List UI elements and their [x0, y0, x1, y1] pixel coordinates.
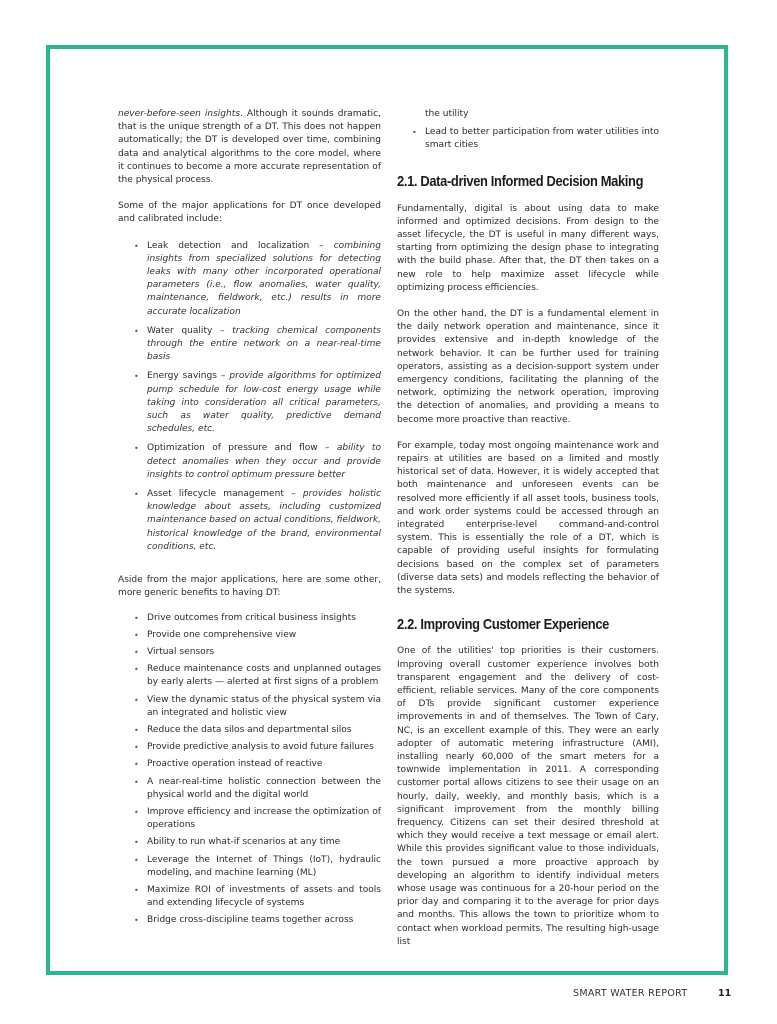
list-item: • Leverage the Internet of Things (IoT), hydraulic modeling, and machine learning (ML) [147, 854, 381, 880]
application-lead: Optimization of pressure and flow – [147, 443, 337, 454]
list-item: • Drive outcomes from critical business insights [147, 612, 381, 625]
application-detail: provide algorithms for optimized pump schedule for low-cost energy usage while taking into consideration all critical parameters, such as water quality, predictive demand schedules, etc. [147, 371, 382, 435]
application-lead: Leak detection and localization – [147, 240, 334, 251]
list-item: • Bridge cross-discipline teams together across [147, 914, 381, 927]
application-detail: ability to detect anomalies when they occur and provide insights to control optimum pressure better [147, 443, 382, 480]
applications-list [118, 240, 381, 554]
list-item: • Reduce the data silos and departmental silos [147, 724, 381, 737]
list-item: • Reduce maintenance costs and unplanned outages by early alerts — alerted at first signs of a problem [147, 663, 381, 689]
continued-list [397, 126, 659, 152]
benefits-list [118, 612, 381, 928]
list-item: • Ability to run what-if scenarios at any time [147, 836, 381, 849]
major-applications-intro: Some of the major applications for DT once developed and calibrated include: [118, 201, 381, 225]
application-lead: Asset lifecycle management – [147, 489, 303, 500]
right-column [397, 108, 659, 949]
list-item: • Improve efficiency and increase the optimization of operations [147, 806, 381, 832]
list-item [147, 325, 381, 365]
list-item [147, 488, 381, 554]
list-item [147, 442, 381, 482]
list-item [147, 370, 381, 436]
intro-paragraph [118, 108, 381, 187]
section2-paragraph: One of the utilities' top priorities is their customers. Improving overall customer experience involves both transparent engagement and the delivery of cost-efficient, reliable services. Many of the core components of DTs provide significant customer experience improvements in and of themselves. The Town of Cary, NC, is an excellent example of this. They were an early adopter of automatic metering infrastructure (AMI), installing nearly 60,000 of the smart meters for a townwide implementation in 2011. A corresponding customer portal allows citizens to see their usage on an hourly, daily, weekly, and monthly basis, which is a significant improvement from the monthly billing frequency. Citizens can set their desired threshold at which they would receive a text message or email alert. While this provides significant value to those individuals, the town pursued a more proactive approach by developing an algorithm to identify individual meters whose usage was continuous for a 20-hour period on the prior day and comparing it to the average for prior days and months. This allows the town to prioritize whom to contact when workload permits. The resulting high-usage list [397, 646, 659, 947]
list-item: • Maximize ROI of investments of assets and tools and extending lifecycle of systems [147, 884, 381, 910]
section1-paragraph: Fundamentally, digital is about using data to make informed and optimized decisions. From design to the asset lifecycle, the DT is useful in many different ways, starting from optimizing the design phase to integrating with the build phase. After that, the DT then takes on a new role to help maximize asset lifecycle while optimizing process efficiencies. [397, 203, 659, 293]
list-item [147, 240, 381, 319]
intro-emphasis: never-before-seen insights [118, 109, 241, 119]
page-number: 11 [718, 988, 732, 999]
list-item: • Provide predictive analysis to avoid future failures [147, 741, 381, 754]
left-column [118, 108, 381, 932]
list-item: • Virtual sensors [147, 646, 381, 659]
section1-paragraph: On the other hand, the DT is a fundamental element in the daily network operation and maintenance, since it provides extensive and in-depth knowledge of the network behavior. It can be further used for training operators, assisting as a decision-support system under emergency conditions, facilitating the planning of the network, optimizing the network operation, improving the detection of anomalies, and providing a means to become more proactive than reactive. [397, 309, 659, 425]
list-item: • Lead to better participation from water utilities into smart cities [425, 126, 659, 152]
application-detail: combining insights from specialized solutions for detecting leaks with many other incorporated operational parameters (i.e., flow anomalies, water quality, maintenance, fieldwork, etc.) results in more accurate localization [147, 240, 381, 317]
list-item: • A near-real-time holistic connection between the physical world and the digital world [147, 776, 381, 802]
application-lead: Water quality – [147, 325, 233, 336]
section1-paragraph: For example, today most ongoing maintenance work and repairs at utilities are based on a limited and mostly historical set of data. However, it is widely accepted that both maintenance and unforeseen events can be resolved more efficiently if all asset tools, business tools, and work order systems could be accessed through an integrated enterprise-level command-and-control system. This is essentially the role of a DT, which is capable of providing useful insights for formulating decisions based on the complex set of parameters (diverse data sets) and models reflecting the behavior of the systems. [397, 440, 659, 597]
application-detail: provides holistic knowledge about assets, including customized maintenance based on actual conditions, fieldwork, historical knowledge of the brand, environmental conditions, etc. [147, 489, 381, 552]
report-title: SMART WATER REPORT [573, 988, 688, 999]
section-heading-data-driven: 2.1. Data-driven Informed Decision Making [397, 172, 644, 190]
generic-benefits-intro: Aside from the major applications, here are some other, more generic benefits to having DT: [118, 575, 381, 599]
list-item: • Proactive operation instead of reactive [147, 758, 381, 771]
list-item: • View the dynamic status of the physical system via an integrated and holistic view [147, 694, 381, 720]
list-item: • Provide one comprehensive view [147, 629, 381, 642]
continued-bullet-text: the utility [425, 109, 469, 119]
section-heading-customer-experience: 2.2. Improving Customer Experience [397, 616, 609, 634]
application-lead: Energy savings – [147, 371, 230, 382]
intro-text: . Although it sounds dramatic, that is the unique strength of a DT. This does not happen automatically; the DT is developed over time, combining data and analytical algorithms to the core model, where it continues to become a more accurate representation of the physical process. [118, 109, 381, 186]
application-detail: tracking chemical components through the entire network on a near-real-time basis [147, 325, 382, 363]
